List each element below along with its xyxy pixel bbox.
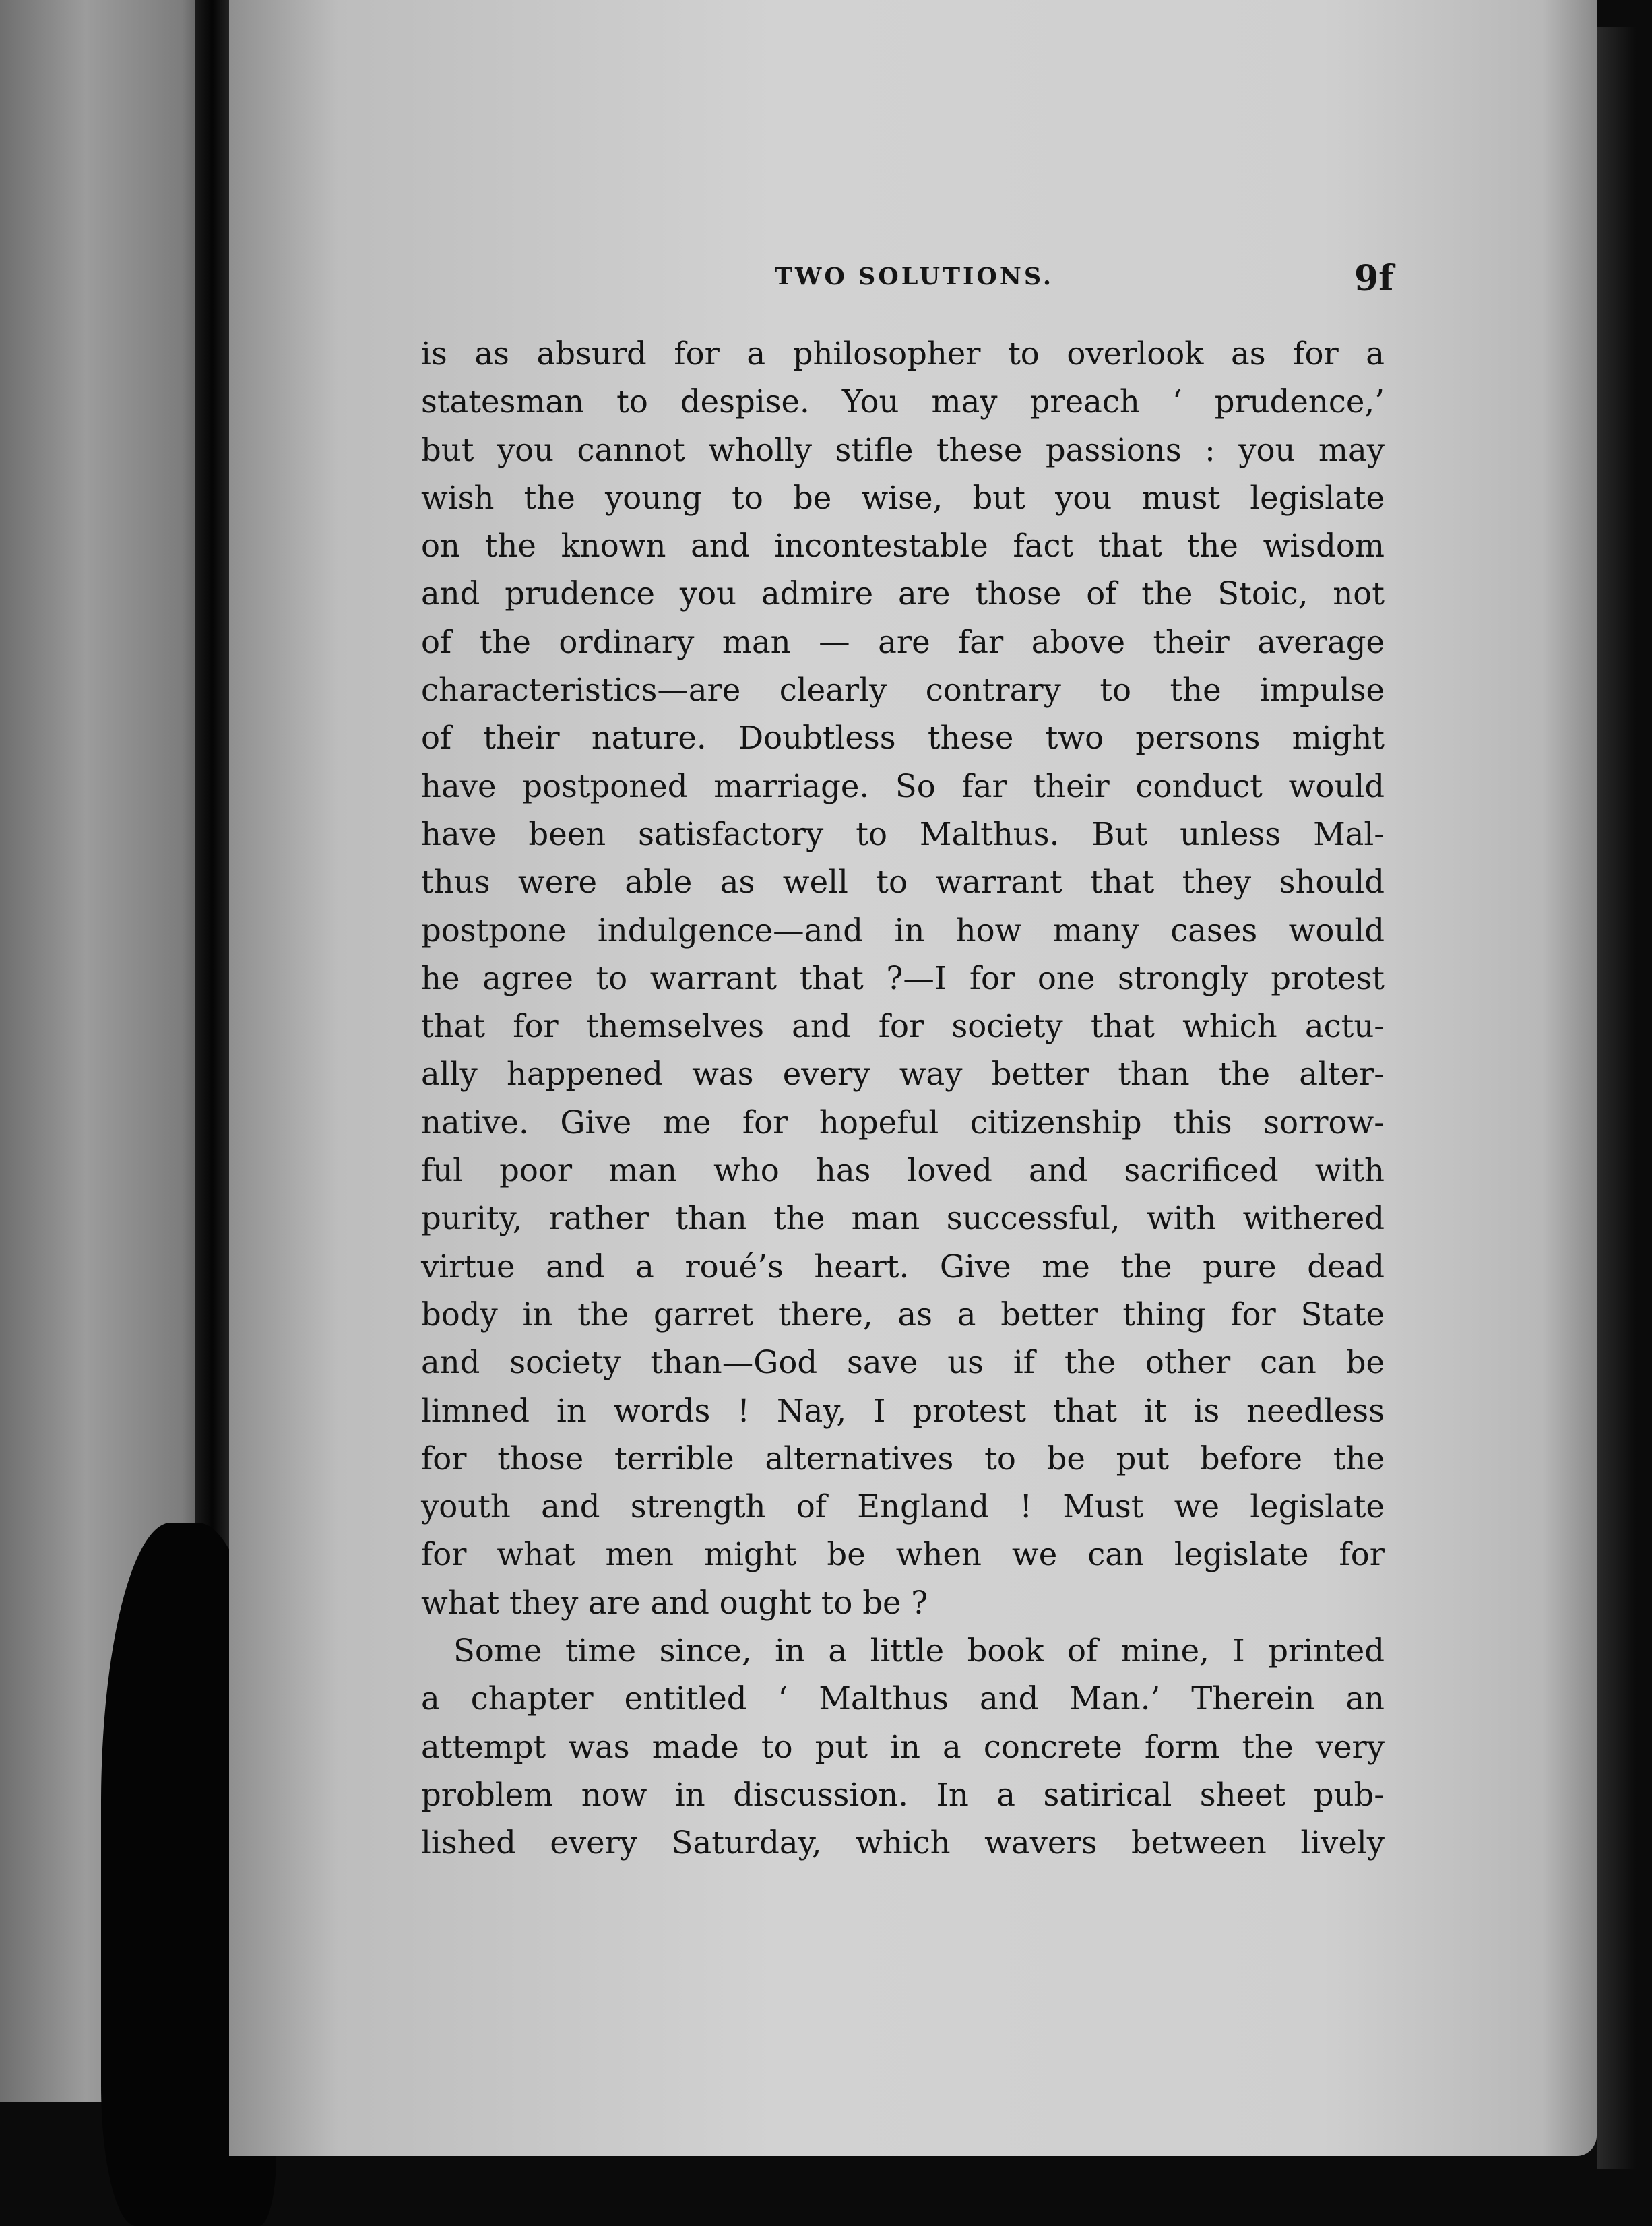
text-line: for what men might be when we can legislate for [421, 1536, 1385, 1573]
text-line: attempt was made to put in a concrete form the very [421, 1728, 1385, 1765]
text-line: Some time since, in a little book of mine, I printed [453, 1632, 1385, 1670]
text-line: purity, rather than the man successful, with withered [421, 1200, 1385, 1237]
body-text [421, 330, 1385, 1868]
text-line: of the ordinary man — are far above their average [421, 623, 1385, 660]
text-line: and society than—God save us if the other can be [421, 1344, 1385, 1381]
text-line: is as absurd for a philosopher to overlook as for a [421, 336, 1385, 372]
text-line: on the known and incontestable fact that the wisdom [421, 528, 1385, 565]
text-line: thus were able as well to warrant that they should [421, 864, 1385, 901]
text-line: have postponed marriage. So far their conduct would [421, 767, 1385, 804]
text-line: virtue and a roué’s heart. Give me the pure dead [421, 1248, 1385, 1285]
text-line: but you cannot wholly stifle these passions : you may [421, 431, 1385, 468]
text-line: a chapter entitled ‘ Malthus and Man.’ Therein an [421, 1680, 1385, 1717]
text-line: body in the garret there, as a better thing for State [421, 1296, 1385, 1333]
paragraph [421, 330, 1385, 1627]
text-line: ful poor man who has loved and sacrificed with [421, 1152, 1385, 1189]
text-line: ally happened was every way better than the alter- [421, 1056, 1385, 1093]
text-line: statesman to despise. You may preach ‘ prudence,’ [421, 383, 1385, 420]
page-edge-shadow [1597, 27, 1637, 2169]
text-line: native. Give me for hopeful citizenship this sorrow- [421, 1104, 1385, 1141]
text-line: have been satisfactory to Malthus. But unless Mal- [421, 815, 1385, 852]
text-line: he agree to warrant that ?—I for one strongly protest [421, 959, 1385, 996]
text-line: what they are and ought to be ? [421, 1584, 928, 1621]
page-number: 9f [1354, 258, 1394, 299]
running-head: TWO SOLUTIONS. [775, 263, 1054, 290]
paragraph [421, 1627, 1385, 1867]
text-line: youth and strength of England ! Must we legislate [421, 1488, 1385, 1525]
text-line: for those terrible alternatives to be put before the [421, 1440, 1385, 1477]
text-line: that for themselves and for society that which actu- [421, 1008, 1385, 1045]
text-line: problem now in discussion. In a satirical sheet pub- [421, 1776, 1385, 1813]
text-line: postpone indulgence—and in how many cases would [421, 912, 1385, 949]
text-line: characteristics—are clearly contrary to the impulse [421, 672, 1385, 709]
text-line: lished every Saturday, which wavers between lively [421, 1824, 1385, 1862]
text-line: of their nature. Doubtless these two persons might [421, 720, 1385, 757]
text-line: limned in words ! Nay, I protest that it is needless [421, 1392, 1385, 1429]
text-line: wish the young to be wise, but you must legislate [421, 479, 1385, 516]
text-line: and prudence you admire are those of the Stoic, not [421, 575, 1385, 612]
